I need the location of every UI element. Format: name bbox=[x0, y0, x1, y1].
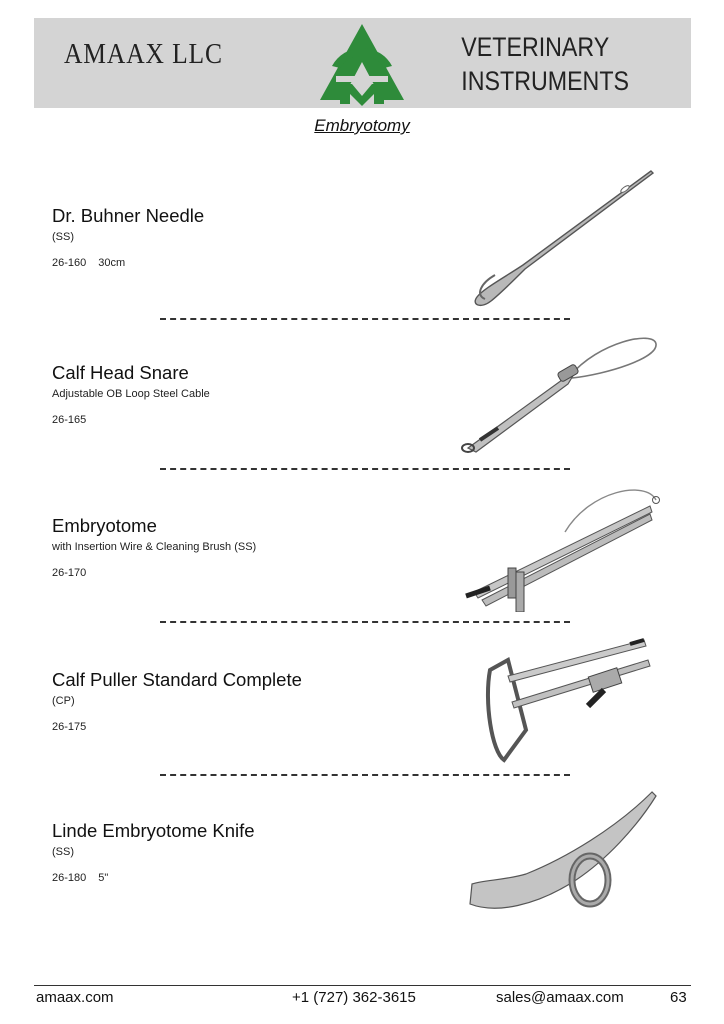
product-code: 26-165 bbox=[52, 414, 87, 426]
product-name: Linde Embryotome Knife bbox=[52, 820, 255, 841]
company-name: AMAAX LLC bbox=[64, 38, 223, 70]
divider bbox=[160, 621, 570, 623]
calf-head-snare-icon bbox=[458, 330, 663, 458]
product-size: 5" bbox=[98, 872, 109, 884]
divider bbox=[160, 318, 570, 320]
product-code: 26-170 bbox=[52, 567, 87, 579]
product-name: Embryotome bbox=[52, 515, 157, 536]
product-subtitle: (SS) bbox=[52, 846, 74, 858]
footer-email[interactable]: sales@amaax.com bbox=[496, 989, 624, 1006]
product-code-row bbox=[52, 721, 452, 733]
header-title-line1: VETERINARY bbox=[461, 32, 610, 62]
product-code: 26-160 bbox=[52, 257, 87, 269]
divider bbox=[160, 468, 570, 470]
header-title bbox=[461, 30, 629, 98]
product-item bbox=[52, 669, 452, 733]
product-code: 26-175 bbox=[52, 721, 87, 733]
page-header bbox=[34, 18, 691, 108]
product-item bbox=[52, 515, 452, 579]
product-code-row bbox=[52, 257, 452, 269]
product-item bbox=[52, 362, 452, 426]
product-subtitle: (SS) bbox=[52, 231, 74, 243]
embryotome-icon bbox=[460, 480, 665, 612]
product-name: Calf Puller Standard Complete bbox=[52, 669, 302, 690]
section-title: Embryotomy bbox=[314, 116, 410, 135]
calf-puller-icon bbox=[478, 632, 658, 767]
product-size: 30cm bbox=[98, 257, 126, 269]
product-code-row bbox=[52, 872, 452, 884]
product-item bbox=[52, 205, 452, 269]
product-item bbox=[52, 820, 452, 884]
page-number: 63 bbox=[670, 989, 687, 1006]
product-subtitle: (CP) bbox=[52, 695, 75, 707]
footer-divider bbox=[34, 985, 691, 986]
footer-website[interactable]: amaax.com bbox=[36, 989, 114, 1006]
product-code: 26-180 bbox=[52, 872, 87, 884]
footer-phone: +1 (727) 362-3615 bbox=[292, 989, 416, 1006]
buhner-needle-icon bbox=[465, 165, 660, 315]
header-title-line2: INSTRUMENTS bbox=[461, 66, 629, 96]
divider bbox=[160, 774, 570, 776]
embryotome-knife-icon bbox=[466, 788, 661, 918]
product-name: Dr. Buhner Needle bbox=[52, 205, 205, 226]
product-code-row bbox=[52, 414, 452, 426]
product-code-row bbox=[52, 567, 452, 579]
product-subtitle: Adjustable OB Loop Steel Cable bbox=[52, 388, 210, 400]
amaax-logo-icon bbox=[318, 22, 406, 106]
product-subtitle: with Insertion Wire & Cleaning Brush (SS) bbox=[52, 541, 257, 553]
product-name: Calf Head Snare bbox=[52, 362, 189, 383]
